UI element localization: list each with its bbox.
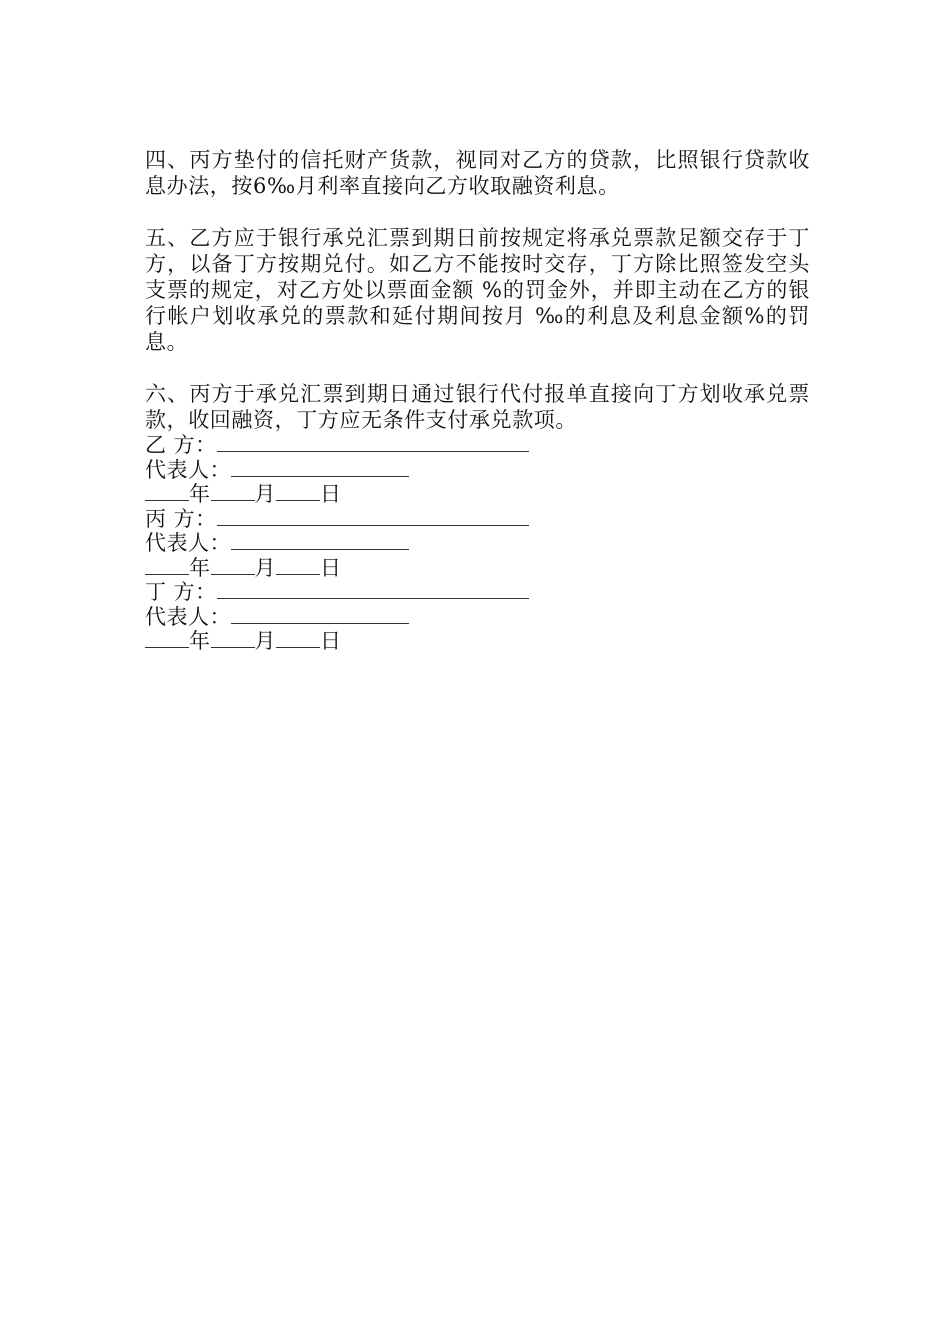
year-blank[interactable] — [145, 629, 189, 648]
month-label: 月 — [254, 555, 276, 580]
month-blank[interactable] — [211, 629, 255, 648]
clause-6: 六、丙方于承兑汇票到期日通过银行代付报单直接向丁方划收承兑票款，收回融资，丁方应无条件支付承兑款项。 — [145, 382, 810, 432]
year-blank[interactable] — [145, 482, 189, 501]
party-ding-rep-blank[interactable] — [231, 605, 409, 624]
party-bing-line — [145, 507, 810, 532]
month-blank[interactable] — [211, 482, 255, 501]
party-yi-date-line — [145, 482, 810, 507]
party-yi-rep-blank[interactable] — [231, 458, 409, 477]
party-ding-blank[interactable] — [217, 580, 529, 599]
document-body — [145, 147, 810, 654]
month-blank[interactable] — [211, 556, 255, 575]
day-blank[interactable] — [276, 482, 320, 501]
year-label: 年 — [189, 482, 211, 506]
month-label: 月 — [254, 482, 276, 506]
party-bing-label: 丙 方： — [145, 506, 217, 531]
party-yi-label: 乙 方： — [145, 433, 217, 457]
day-label: 日 — [320, 482, 342, 506]
party-bing-rep-blank[interactable] — [231, 531, 409, 550]
signature-block — [145, 433, 810, 654]
party-yi-blank[interactable] — [217, 433, 529, 452]
clause-5: 五、乙方应于银行承兑汇票到期日前按规定将承兑票款足额交存于丁方，以备丁方按期兑付。如乙方不能按时交存，丁方除比照签发空头支票的规定，对乙方处以票面金额 %的罚金外，并即主动在乙方的银行帐户划收承兑的票款和延付期间按月 ‰的利息及利息金额%的罚息。 — [145, 226, 810, 354]
day-label: 日 — [320, 629, 342, 653]
party-ding-line — [145, 580, 810, 605]
day-blank[interactable] — [276, 629, 320, 648]
year-label: 年 — [189, 629, 211, 653]
day-blank[interactable] — [276, 556, 320, 575]
party-ding-rep-label: 代表人： — [145, 604, 231, 629]
party-bing-blank[interactable] — [217, 507, 529, 526]
party-ding-rep-line — [145, 605, 810, 630]
year-blank[interactable] — [145, 556, 189, 575]
day-label: 日 — [320, 555, 342, 580]
party-yi-rep-line — [145, 458, 810, 483]
party-ding-label: 丁 方： — [145, 580, 217, 604]
party-ding-date-line — [145, 629, 810, 654]
party-bing-rep-line — [145, 531, 810, 556]
month-label: 月 — [254, 629, 276, 653]
party-yi-rep-label: 代表人： — [145, 457, 231, 482]
clause-4: 四、丙方垫付的信托财产货款，视同对乙方的贷款，比照银行贷款收息办法，按6‰月利率直接向乙方收取融资利息。 — [145, 148, 810, 198]
party-yi-line — [145, 433, 810, 458]
party-bing-date-line — [145, 556, 810, 581]
year-label: 年 — [189, 555, 211, 580]
party-bing-rep-label: 代表人： — [145, 531, 231, 555]
